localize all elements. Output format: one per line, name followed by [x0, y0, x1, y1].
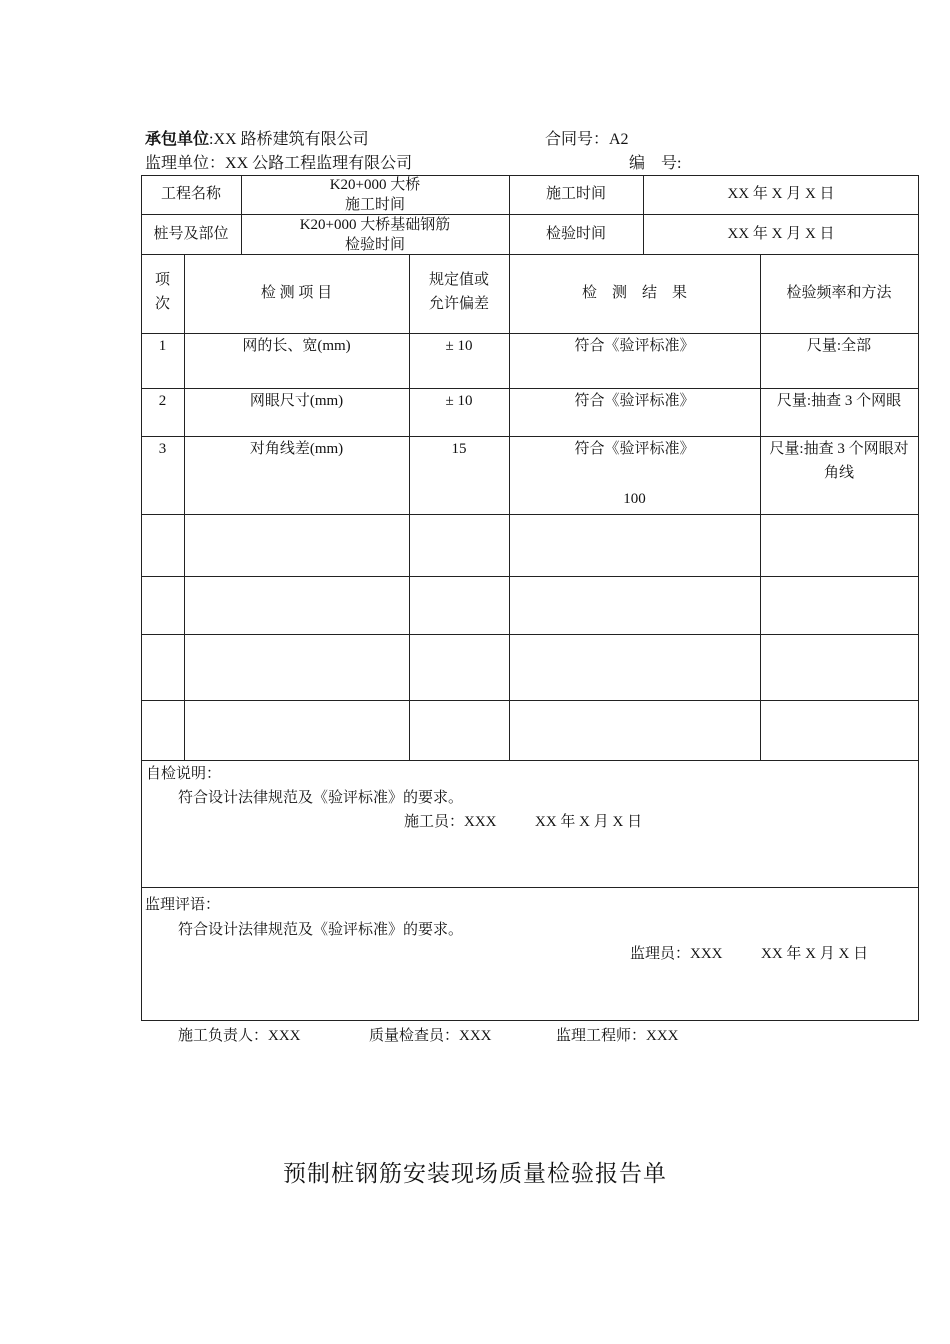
row-1-index: 1 [158, 338, 167, 354]
rule [760, 254, 761, 760]
row-2-item: 网眼尺寸(mm) [249, 393, 344, 409]
row-3-item: 对角线差(mm) [249, 441, 344, 457]
rule [141, 700, 919, 701]
row-2-result: 符合《验评标准》 [574, 393, 695, 409]
pile-overflow: 检验时间 [344, 237, 405, 253]
self-check-date: XX 年 X 月 X 日 [535, 814, 643, 830]
construction-lead: 施工负责人：XXX [178, 1028, 301, 1044]
contract-number: 合同号：A2 [545, 131, 629, 148]
row-2-index: 2 [158, 393, 167, 409]
self-check-label: 自检说明： [146, 766, 222, 782]
column-header-result: 检 测 结 果 [581, 285, 687, 301]
row-3-method: 尺量:抽查 3 个网眼对 角线 [769, 441, 909, 481]
column-header-index: 项 次 [154, 272, 170, 312]
row-1-method: 尺量:全部 [806, 338, 872, 354]
document-title: 预制桩钢筋安装现场质量检验报告单 [283, 1161, 667, 1187]
construction-time-label: 施工时间 [545, 186, 606, 202]
project-name-cell [241, 175, 509, 214]
contractor-line [145, 126, 369, 149]
project-name-overflow: 施工时间 [344, 197, 405, 213]
row-1-item: 网的长、宽(mm) [242, 338, 351, 354]
quality-inspector: 质量检查员：XXX [369, 1028, 492, 1044]
project-name-label: 工程名称 [160, 186, 221, 202]
project-name-value: K20+000 大桥 [329, 177, 421, 193]
construction-time-value: XX 年 X 月 X 日 [727, 186, 835, 202]
supervision-date: XX 年 X 月 X 日 [761, 946, 869, 962]
rule [141, 887, 919, 888]
pile-cell [241, 215, 509, 254]
contractor-value: :XX 路桥建筑有限公司 [209, 131, 369, 148]
row-3-tolerance: 15 [451, 441, 467, 457]
supervision-signer: 监理员：XXX [630, 946, 723, 962]
column-header-tolerance: 规定值或 允许偏差 [428, 272, 489, 312]
row-3-result: 符合《验评标准》 [574, 441, 695, 457]
rule [141, 1020, 919, 1021]
column-header-method: 检验频率和方法 [786, 285, 892, 301]
rule [184, 254, 185, 760]
inspection-time-label: 检验时间 [545, 226, 606, 242]
inspection-table [141, 175, 919, 1021]
rule [141, 576, 919, 577]
supervisor-label: 监理单位： [145, 155, 226, 172]
row-3-result-extra: 100 [623, 491, 646, 507]
row-1-tolerance: ± 10 [445, 338, 473, 354]
rule [141, 760, 919, 761]
rule [409, 254, 410, 760]
self-check-text: 符合设计法律规范及《验评标准》的要求。 [178, 790, 464, 806]
row-2-method: 尺量:抽查 3 个网眼 [776, 393, 902, 409]
inspection-time-value: XX 年 X 月 X 日 [727, 226, 835, 242]
supervision-text: 符合设计法律规范及《验评标准》的要求。 [178, 922, 464, 938]
rule [141, 254, 919, 255]
supervision-label: 监理评语： [145, 897, 221, 913]
row-1-result: 符合《验评标准》 [574, 338, 695, 354]
serial-number: 编 号: [629, 155, 682, 172]
supervisor-line [145, 150, 412, 173]
self-check-signer: 施工员：XXX [404, 814, 497, 830]
rule [141, 634, 919, 635]
supervising-engineer: 监理工程师：XXX [556, 1028, 679, 1044]
pile-value: K20+000 大桥基础钢筋 [299, 217, 451, 233]
row-3-index: 3 [158, 441, 167, 457]
column-header-item: 检 测 项 目 [260, 285, 333, 301]
supervisor-value: XX 公路工程监理有限公司 [225, 155, 413, 172]
contractor-label: 承包单位 [145, 129, 210, 148]
row-2-tolerance: ± 10 [445, 393, 473, 409]
rule [141, 514, 919, 515]
pile-label: 桩号及部位 [153, 226, 229, 242]
rule [918, 175, 919, 1021]
